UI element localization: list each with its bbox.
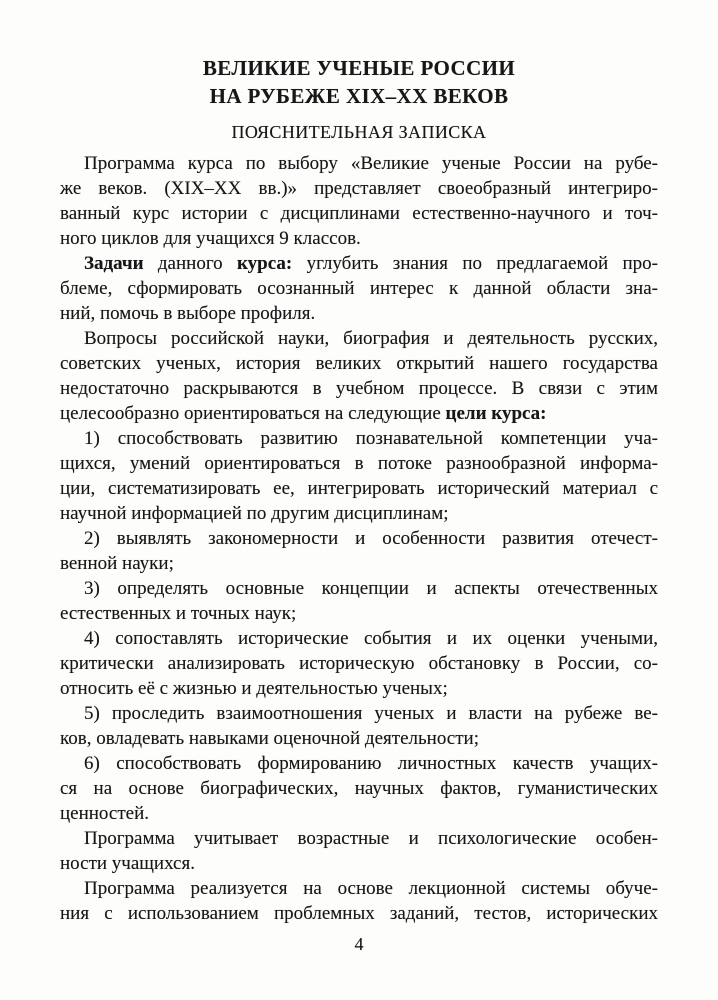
text-line: критически анализировать историческую обстановку в России, со- xyxy=(60,653,658,674)
text-line: блеме, сформировать осознанный интерес к данной области зна- xyxy=(60,278,658,299)
paragraph xyxy=(60,826,658,876)
text-line: ности учащихся. xyxy=(60,853,195,874)
text-line: 5) проследить взаимоотношения ученых и власти на рубеже ве- xyxy=(84,703,658,724)
title-line-1: ВЕЛИКИЕ УЧЕНЫЕ РОССИИ xyxy=(202,56,516,80)
text-line: научной информацией по другим дисциплинам; xyxy=(60,503,449,524)
text-line: относить её с жизнью и деятельностью ученых; xyxy=(60,678,448,699)
paragraph xyxy=(60,526,658,576)
text-line: 2) выявлять закономерности и особенности развития отечест- xyxy=(84,528,658,549)
text-line: ний, помочь в выборе профиля. xyxy=(60,303,316,324)
text-line: щихся, умений ориентироваться в потоке разнообразной информа- xyxy=(60,453,658,474)
text-line: венной науки; xyxy=(60,553,174,574)
paragraph xyxy=(60,251,658,326)
text-line: ванный курс истории с дисциплинами естественно-научного и точ- xyxy=(60,203,658,224)
paragraph xyxy=(60,626,658,701)
text-line: целесообразно ориентироваться на следующие цели курса: xyxy=(60,403,547,424)
document-body xyxy=(60,151,658,926)
paragraph xyxy=(60,751,658,826)
paragraph xyxy=(60,426,658,526)
text-line: ценностей. xyxy=(60,803,149,824)
text-line: 4) сопоставлять исторические события и их оценки учеными, xyxy=(84,628,658,649)
text-line: ного циклов для учащихся 9 классов. xyxy=(60,228,361,249)
text-line: ции, систематизировать ее, интегрировать исторический материал с xyxy=(60,478,658,499)
paragraph xyxy=(60,326,658,426)
text-line: Вопросы российской науки, биография и деятельность русских, xyxy=(84,328,658,349)
page-number: 4 xyxy=(354,934,364,954)
text-line: недостаточно раскрываются в учебном процессе. В связи с этим xyxy=(60,378,658,399)
paragraph xyxy=(60,876,658,926)
page-title xyxy=(0,0,718,110)
text-line: Задачи данного курса: углубить знания по предлагаемой про- xyxy=(84,253,658,274)
paragraph xyxy=(60,151,658,251)
text-line: 6) способствовать формированию личностных качеств учащих- xyxy=(84,753,658,774)
text-line: 1) способствовать развитию познавательной компетенции уча- xyxy=(84,428,658,449)
paragraph xyxy=(60,576,658,626)
text-line: 3) определять основные концепции и аспекты отечественных xyxy=(84,578,658,599)
text-line: ся на основе биографических, научных фактов, гуманистических xyxy=(60,778,658,799)
text-line: советских ученых, история великих открытий нашего государства xyxy=(60,353,658,374)
paragraph xyxy=(60,701,658,751)
title-line-2: НА РУБЕЖЕ XIX–XX ВЕКОВ xyxy=(209,84,509,108)
section-heading: ПОЯСНИТЕЛЬНАЯ ЗАПИСКА xyxy=(231,122,487,142)
text-line: Программа курса по выбору «Великие ученые России на рубе- xyxy=(84,153,658,174)
text-line: же веков. (XIX–XX вв.)» представляет своеобразный интегриро- xyxy=(60,178,658,199)
text-line: естественных и точных наук; xyxy=(60,603,297,624)
text-line: ков, овладевать навыками оценочной деятельности; xyxy=(60,728,479,749)
text-line: Программа реализуется на основе лекционной системы обуче- xyxy=(84,878,658,899)
text-line: Программа учитывает возрастные и психологические особен- xyxy=(84,828,658,849)
text-line: ния с использованием проблемных заданий, тестов, исторических xyxy=(60,903,658,924)
